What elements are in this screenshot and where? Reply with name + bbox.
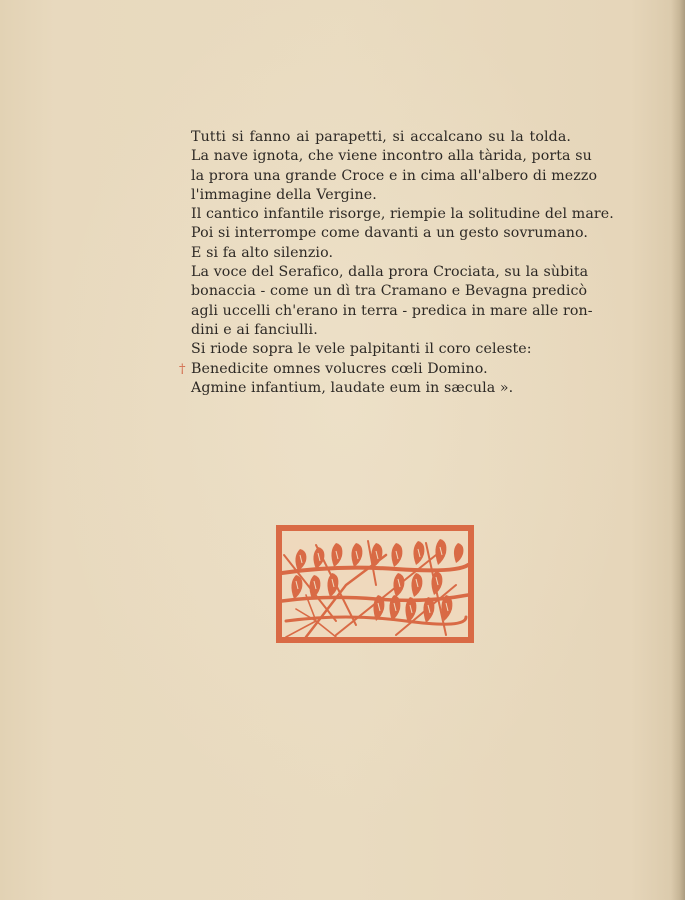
text-line-6: Poi si interrompe come davanti a un gesto sovrumano. (191, 225, 589, 242)
text-line-4: l'immagine della Vergine. (191, 186, 377, 203)
text-line-14: Agmine infantium, laudate eum in sæcula ». (191, 379, 514, 396)
body-text (179, 128, 614, 398)
text-line-8: La voce del Serafico, dalla prora Crociata, su la sùbita (191, 264, 589, 281)
woodcut-birds-icon (276, 525, 474, 643)
text-line-11: dini e ai fanciulli. (191, 321, 318, 338)
text-line-5: Il cantico infantile risorge, riempie la solitudine del mare. (191, 206, 614, 223)
text-line-13-content: Benedicite omnes volucres cœli Domino. (191, 360, 488, 377)
cross-icon: † (179, 361, 186, 377)
text-line-12: Si riode sopra le vele palpitanti il coro celeste: (191, 341, 532, 358)
text-line-7: E si fa alto silenzio. (191, 244, 334, 261)
text-line-9: bonaccia - come un dì tra Cramano e Bevagna predicò (191, 283, 588, 300)
text-line-10: agli uccelli ch'erano in terra - predica in mare alle ron- (191, 302, 593, 319)
text-line-2: La nave ignota, che viene incontro alla tàrida, porta su (191, 148, 592, 165)
text-line-13 (179, 360, 571, 379)
page-edge-shadow (671, 0, 685, 900)
text-line-3: la prora una grande Croce e in cima all'albero di mezzo (191, 167, 598, 184)
text-line-1: Tutti si fanno ai parapetti, si accalcano su la tolda. (191, 129, 571, 145)
